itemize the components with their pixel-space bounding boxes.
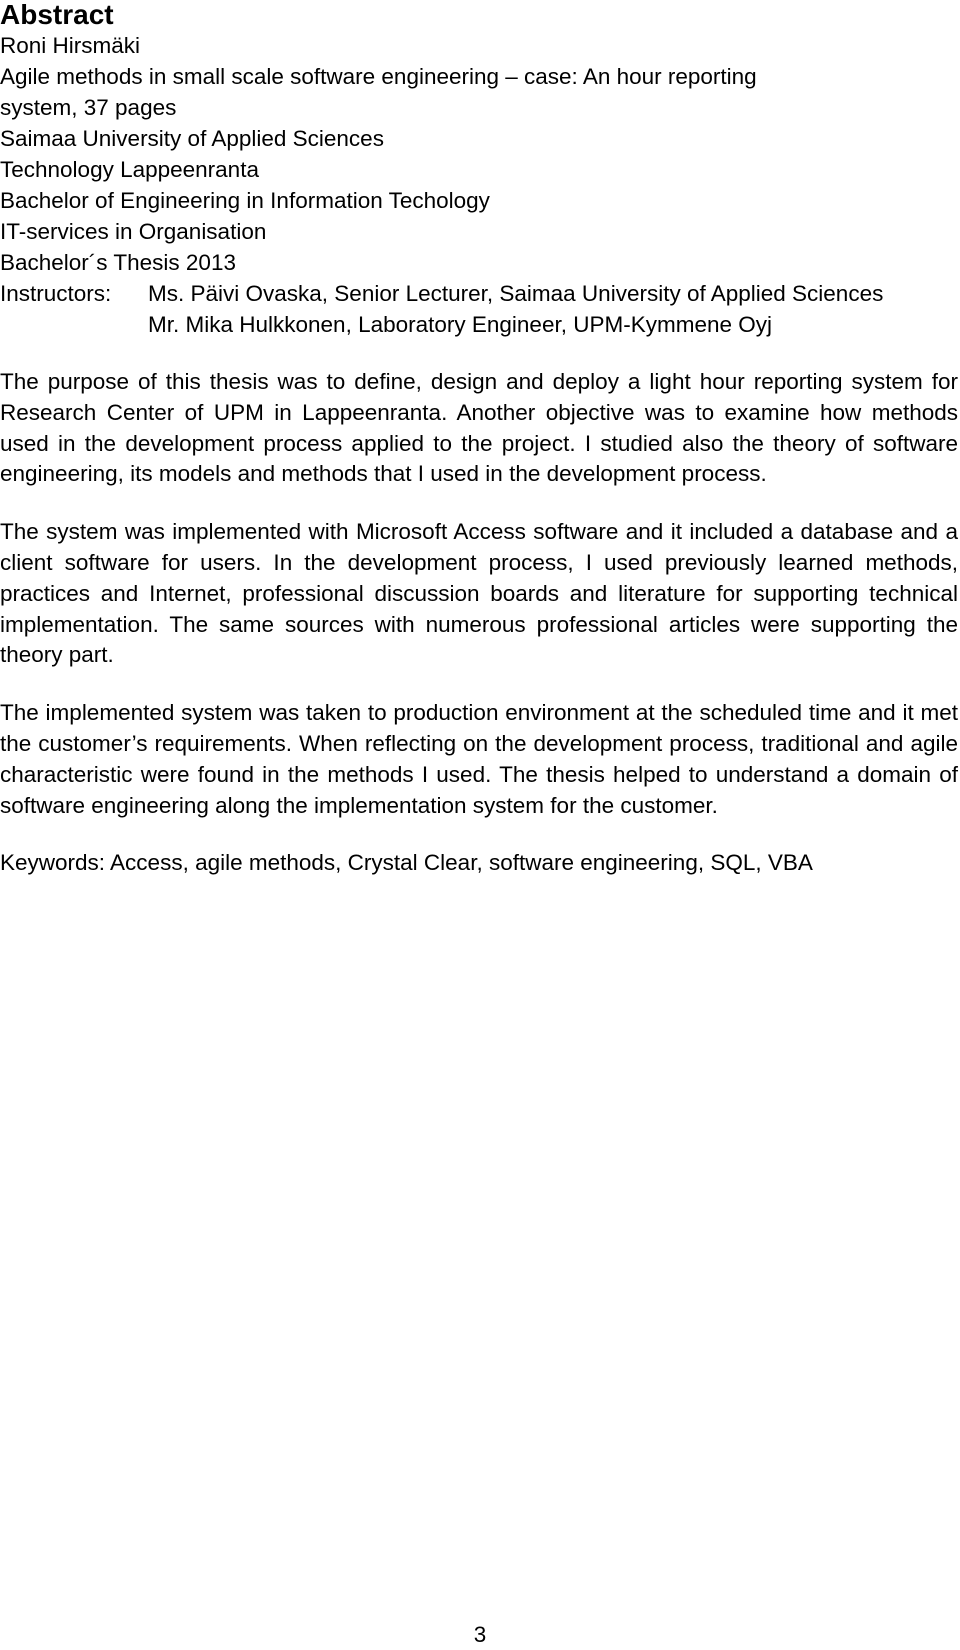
abstract-paragraph-2: The system was implemented with Microsoft Access software and it included a database and a client software for users. In the development process, I used previously learned methods, practices and Internet, professional discussion boards and literature for supporting technical implementation. The same sources with numerous professional articles were supporting the theory part. <box>0 519 958 668</box>
keywords-paragraph: Keywords: Access, agile methods, Crystal Clear, software engineering, SQL, VBA <box>0 850 813 876</box>
university-name: Saimaa University of Applied Sciences <box>0 126 384 151</box>
spacer <box>0 671 958 698</box>
thesis-year: Bachelor´s Thesis 2013 <box>0 250 236 275</box>
page-title: Abstract <box>0 0 114 30</box>
instructors-list <box>148 278 958 340</box>
instructor-2: Mr. Mika Hulkkonen, Laboratory Engineer, UPM-Kymmene Oyj <box>148 312 772 337</box>
instructors-block <box>0 278 958 340</box>
degree-programme: Bachelor of Engineering in Information Techology <box>0 188 490 213</box>
instructor-1: Ms. Päivi Ovaska, Senior Lecturer, Saimaa University of Applied Sciences <box>148 281 884 306</box>
spacer <box>0 340 958 367</box>
author-name: Roni Hirsmäki <box>0 33 141 58</box>
thesis-title-line-1: Agile methods in small scale software engineering – case: An hour reporting <box>0 64 757 89</box>
specialisation: IT-services in Organisation <box>0 219 267 244</box>
spacer <box>0 490 958 517</box>
page-number: 3 <box>473 1622 487 1647</box>
instructors-label: Instructors: <box>0 281 112 306</box>
faculty-name: Technology Lappeenranta <box>0 157 259 182</box>
abstract-paragraph-1: The purpose of this thesis was to define, design and deploy a light hour reporting system for Research Center of UPM in Lappeenranta. Another objective was to examine how methods used in the development process applied to the project. I studied also the theory of software engineering, its models and methods that I used in the development process. <box>0 369 958 487</box>
abstract-paragraph-3: The implemented system was taken to production environment at the scheduled time and it met the customer’s requirements. When reflecting on the development process, traditional and agile characteristic were found in the methods I used. The thesis helped to understand a domain of software engineering along the implementation system for the customer. <box>0 700 958 818</box>
thesis-title-line-2: system, 37 pages <box>0 95 177 120</box>
spacer <box>0 821 958 848</box>
